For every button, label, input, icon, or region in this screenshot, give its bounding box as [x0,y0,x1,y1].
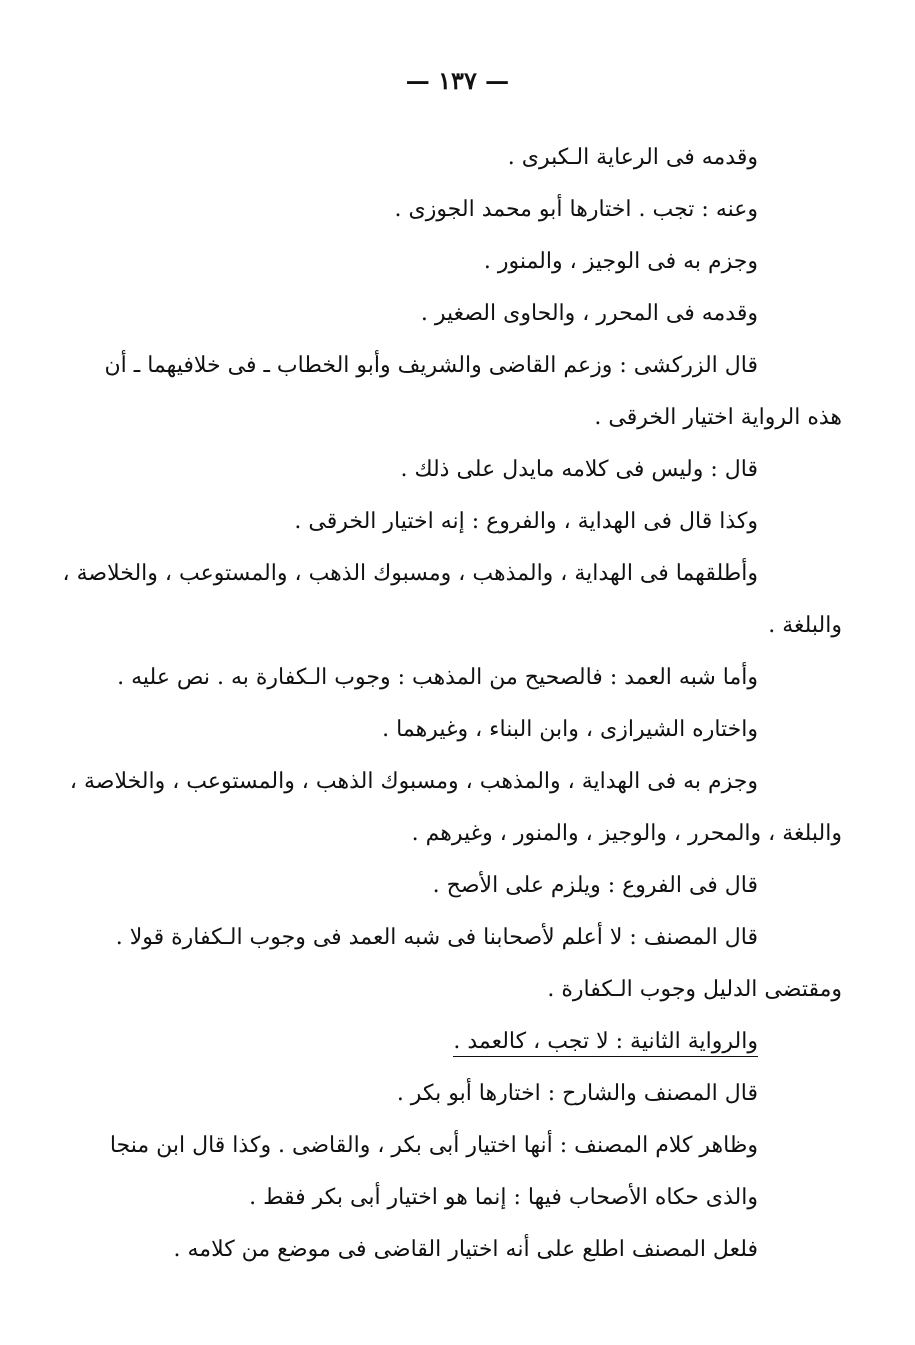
text-line: والذى حكاه الأصحاب فيها : إنما هو اختيار أبى بكر فقط . [249,1185,758,1210]
text-line: هذه الرواية اختيار الخرقى . [594,405,842,430]
text-line: وكذا قال فى الهداية ، والفروع : إنه اختيار الخرقى . [294,509,758,534]
text-line: فلعل المصنف اطلع على أنه اختيار القاضى فى موضع من كلامه . [173,1237,758,1262]
page-number: — ١٣٧ — [405,66,510,95]
text-line: قال الزركشى : وزعم القاضى والشريف وأبو الخطاب ـ فى خلافيهما ـ أن [104,353,758,378]
text-line: واختاره الشيرازى ، وابن البناء ، وغيرهما . [382,717,758,742]
body-text [62,132,842,1276]
text-line: قال المصنف : لا أعلم لأصحابنا فى شبه العمد فى وجوب الـكفارة قولا . [115,925,758,950]
text-line: وقدمه فى الرعاية الـكبرى . [507,145,758,170]
text-line-underlined [100,1016,840,1068]
text-line: ومقتضى الدليل وجوب الـكفارة . [547,977,842,1002]
text-line: والبلغة ، والمحرر ، والوجيز ، والمنور ، وغيرهم . [411,821,842,846]
text-line: وعنه : تجب . اختارها أبو محمد الجوزى . [394,197,758,222]
text-line: والبلغة . [768,613,842,638]
text-line: وجزم به فى الوجيز ، والمنور . [483,249,758,274]
text-line: وظاهر كلام المصنف : أنها اختيار أبى بكر ، والقاضى . وكذا قال ابن منجا [109,1133,758,1158]
text-line: قال : وليس فى كلامه مايدل على ذلك . [400,457,758,482]
text-line: قال فى الفروع : ويلزم على الأصح . [432,873,758,898]
underlined-heading: والرواية الثانية : لا تجب ، كالعمد . [453,1029,758,1057]
text-line: وقدمه فى المحرر ، والحاوى الصغير . [420,301,758,326]
text-line: وجزم به فى الهداية ، والمذهب ، ومسبوك الذهب ، والمستوعب ، والخلاصة ، [69,769,758,794]
text-line: قال المصنف والشارح : اختارها أبو بكر . [396,1081,758,1106]
text-line: وأما شبه العمد : فالصحيح من المذهب : وجوب الـكفارة به . نص عليه . [117,665,758,690]
text-line: وأطلقهما فى الهداية ، والمذهب ، ومسبوك الذهب ، والمستوعب ، والخلاصة ، [62,561,758,586]
